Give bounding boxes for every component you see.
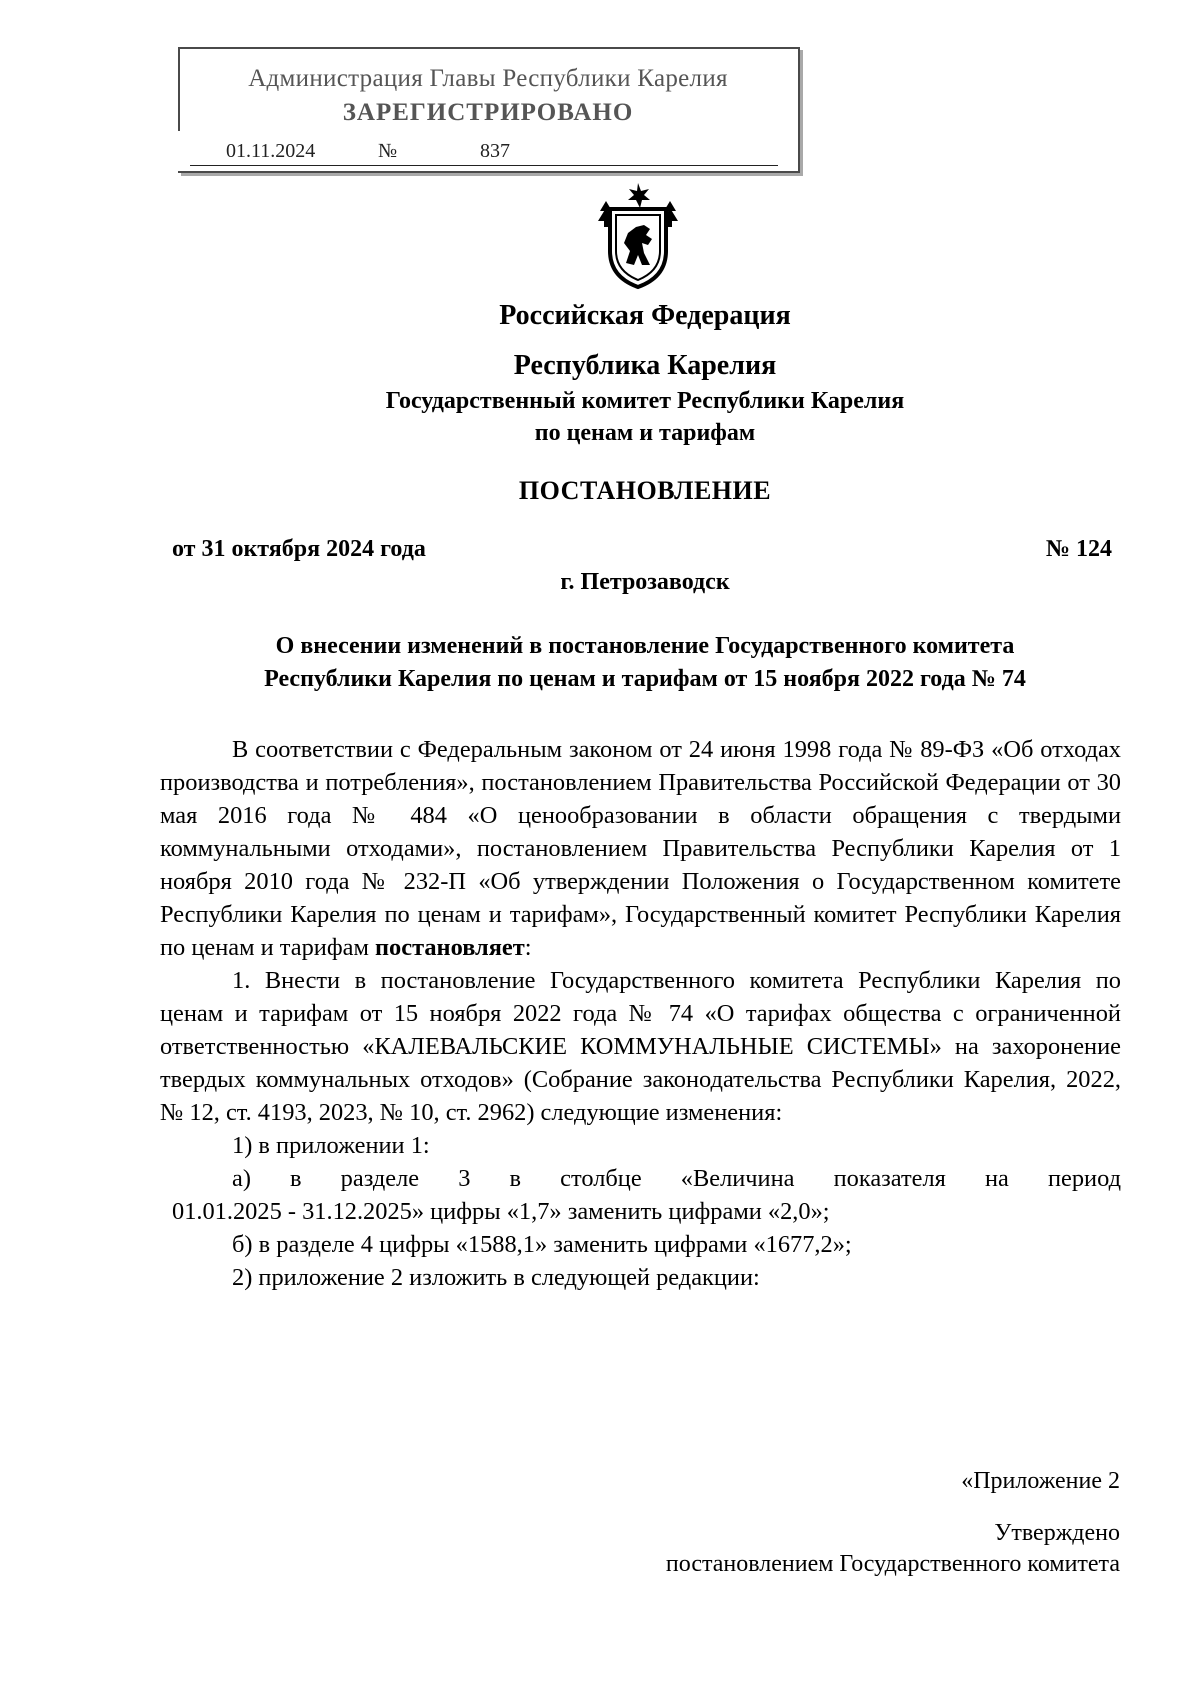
karelia-coat-of-arms-icon <box>592 181 684 291</box>
sub-item-1b: б) в разделе 4 цифры «1588,1» заменить цифрами «1677,2»; <box>232 1231 852 1258</box>
republic-heading: Республика Карелия <box>513 350 777 381</box>
stamp-authority: Администрация Главы Республики Карелия <box>248 65 728 92</box>
country-heading: Российская Федерация <box>499 300 791 331</box>
sub-item-1a-line1: а) в разделе 3 в столбце «Величина показателя на период <box>232 1165 1121 1192</box>
appendix-approved: Утверждено <box>994 1520 1120 1546</box>
preamble-end: : <box>524 934 532 961</box>
stamp-number: 837 <box>480 140 510 162</box>
stamp-registration-line <box>178 138 598 168</box>
appendix-label: «Приложение 2 <box>961 1468 1120 1494</box>
sub-item-1a-line2: 01.01.2025 - 31.12.2025» цифры «1,7» заменить цифрами «2,0»; <box>172 1198 830 1225</box>
sub-item-1: 1) в приложении 1: <box>232 1132 430 1159</box>
document-number: № 124 <box>1045 536 1112 562</box>
document-body <box>160 733 1121 1294</box>
stamp-registered: ЗАРЕГИСТРИРОВАНО <box>342 99 634 126</box>
document-title-line2: Республики Карелия по ценам и тарифам от 15 ноября 2022 года № 74 <box>264 666 1026 692</box>
preamble-bold: постановляет <box>375 934 525 961</box>
committee-heading-line1: Государственный комитет Республики Карелия <box>385 388 905 414</box>
document-title-line1: О внесении изменений в постановление Государственного комитета <box>275 633 1015 659</box>
preamble-text: В соответствии с Федеральным законом от 24 июня 1998 года № 89-ФЗ «Об отходах производства и потребления», постановлением Правительства Российской Федерации от 30 мая 2016 года № 484 «О ценообразовании в области обращения с твердыми коммунальными отходами», постановлением Правительства Республики Карелия от 1 ноября 2010 года № 232-П «Об утверждении Положения о Государственном комитете Республики Карелия по ценам и тарифам», Государственный комитет Республики Карелия по ценам и тарифам <box>160 736 1121 961</box>
item-1-paragraph: 1. Внести в постановление Государственного комитета Республики Карелия по ценам и тарифам от 15 ноября 2022 года № 74 «О тарифах общества с ограниченной ответственностью «КАЛЕВАЛЬСКИЕ КОММУНАЛЬНЫЕ СИСТЕМЫ» на захоронение твердых коммунальных отходов» (Собрание законодательства Республики Карелия, 2022, № 12, ст. 4193, 2023, № 10, ст. 2962) следующие изменения: <box>160 967 1121 1126</box>
stamp-date: 01.11.2024 <box>226 140 316 162</box>
preamble-paragraph <box>160 733 1121 964</box>
stamp-edge <box>178 47 180 131</box>
document-type: ПОСТАНОВЛЕНИЕ <box>518 476 772 505</box>
committee-heading-line2: по ценам и тарифам <box>534 420 756 446</box>
sub-item-2: 2) приложение 2 изложить в следующей редакции: <box>232 1264 760 1291</box>
document-date: от 31 октября 2024 года <box>172 536 426 562</box>
stamp-no-label: № <box>378 140 398 162</box>
appendix-approved-by: постановлением Государственного комитета <box>665 1551 1120 1577</box>
document-city: г. Петрозаводск <box>560 569 730 595</box>
